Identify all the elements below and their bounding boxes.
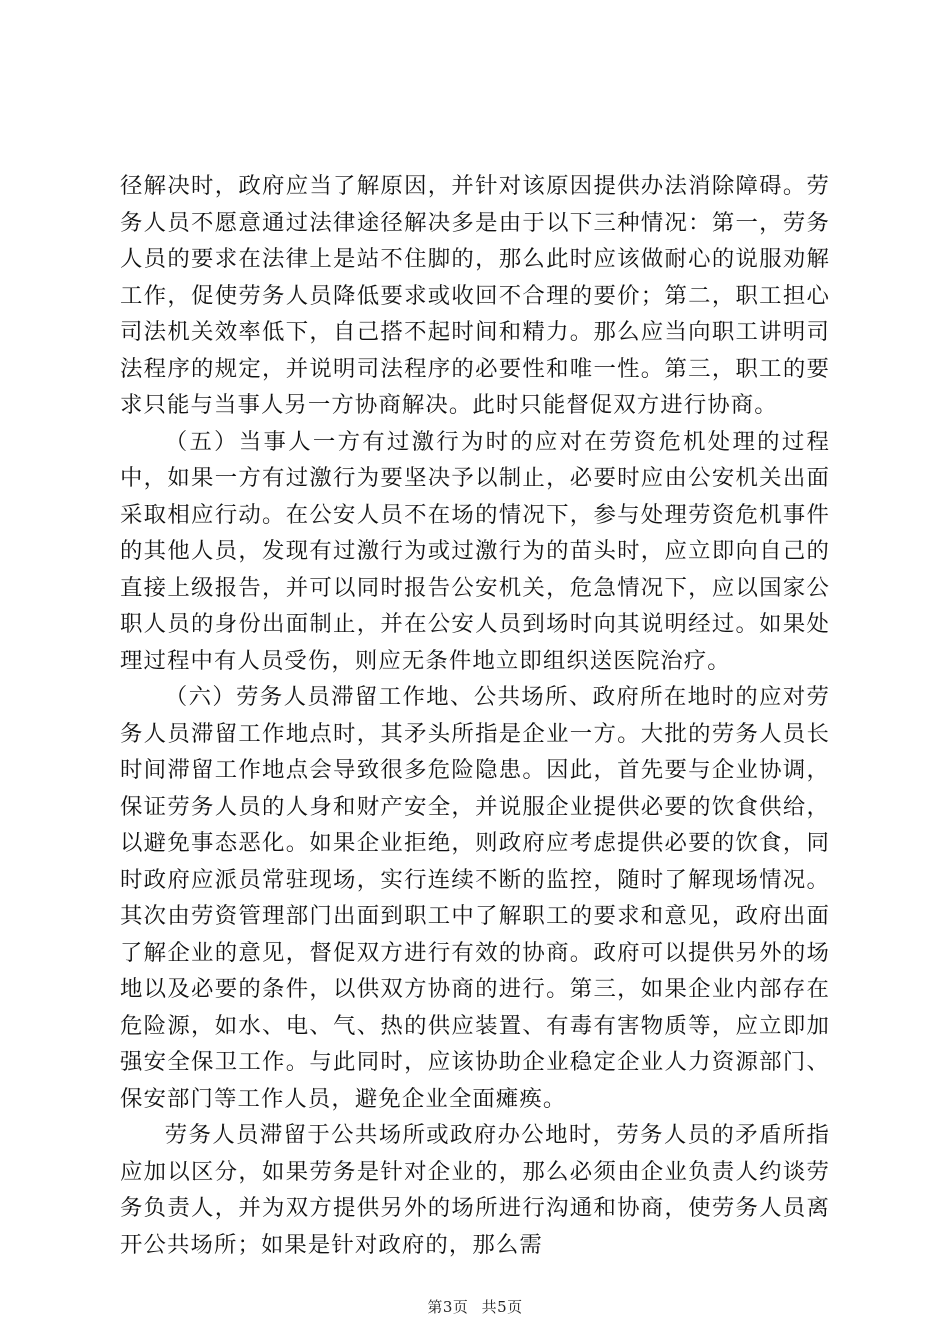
paragraph-public-places: 劳务人员滞留于公共场所或政府办公地时，劳务人员的矛盾所指应加以区分，如果劳务是针对企业的，那么必须由企业负责人约谈劳务负责人，并为双方提供另外的场所进行沟通和协商，使劳务人员离开公共场所；如果是针对政府的，那么需: [120, 1122, 830, 1258]
paragraph-section-6: （六）劳务人员滞留工作地、公共场所、政府所在地时的应对劳务人员滞留工作地点时，其矛头所指是企业一方。大批的劳务人员长时间滞留工作地点会导致很多危险隐患。因此，首先要与企业协调，保证劳务人员的人身和财产安全，并说服企业提供必要的饮食供给，以避免事态恶化。如果企业拒绝，则政府应考虑提供必要的饮食，同时政府应派员常驻现场，实行连续不断的监控，随时了解现场情况。其次由劳资管理部门出面到职工中了解职工的要求和意见，政府出面了解企业的意见，督促双方进行有效的协商。政府可以提供另外的场地以及必要的条件，以供双方协商的进行。第三，如果企业内部存在危险源，如水、电、气、热的供应装置、有毒有害物质等，应立即加强安全保卫工作。与此同时，应该协助企业稳定企业人力资源部门、保安部门等工作人员，避免企业全面瘫痪。: [120, 684, 830, 1112]
page-total: 共5页: [481, 1298, 523, 1316]
paragraph-continuation: 径解决时，政府应当了解原因，并针对该原因提供办法消除障碍。劳务人员不愿意通过法律途径解决多是由于以下三种情况：第一，劳务人员的要求在法律上是站不住脚的，那么此时应该做耐心的说服劝解工作，促使劳务人员降低要求或收回不合理的要价；第二，职工担心司法机关效率低下，自己搭不起时间和精力。那么应当向职工讲明司法程序的规定，并说明司法程序的必要性和唯一性。第三，职工的要求只能与当事人另一方协商解决。此时只能督促双方进行协商。: [120, 173, 830, 418]
document-body: [120, 168, 830, 1263]
paragraph-section-5: （五）当事人一方有过激行为时的应对在劳资危机处理的过程中，如果一方有过激行为要坚决予以制止，必要时应由公安机关出面采取相应行动。在公安人员不在场的情况下，参与处理劳资危机事件的其他人员，发现有过激行为或过激行为的苗头时，应立即向自己的直接上级报告，并可以同时报告公安机关，危急情况下，应以国家公职人员的身份出面制止，并在公安人员到场时向其说明经过。如果处理过程中有人员受伤，则应无条件地立即组织送医院治疗。: [120, 428, 830, 674]
page-number: 第3页: [427, 1298, 469, 1316]
page-footer: [0, 1296, 950, 1317]
